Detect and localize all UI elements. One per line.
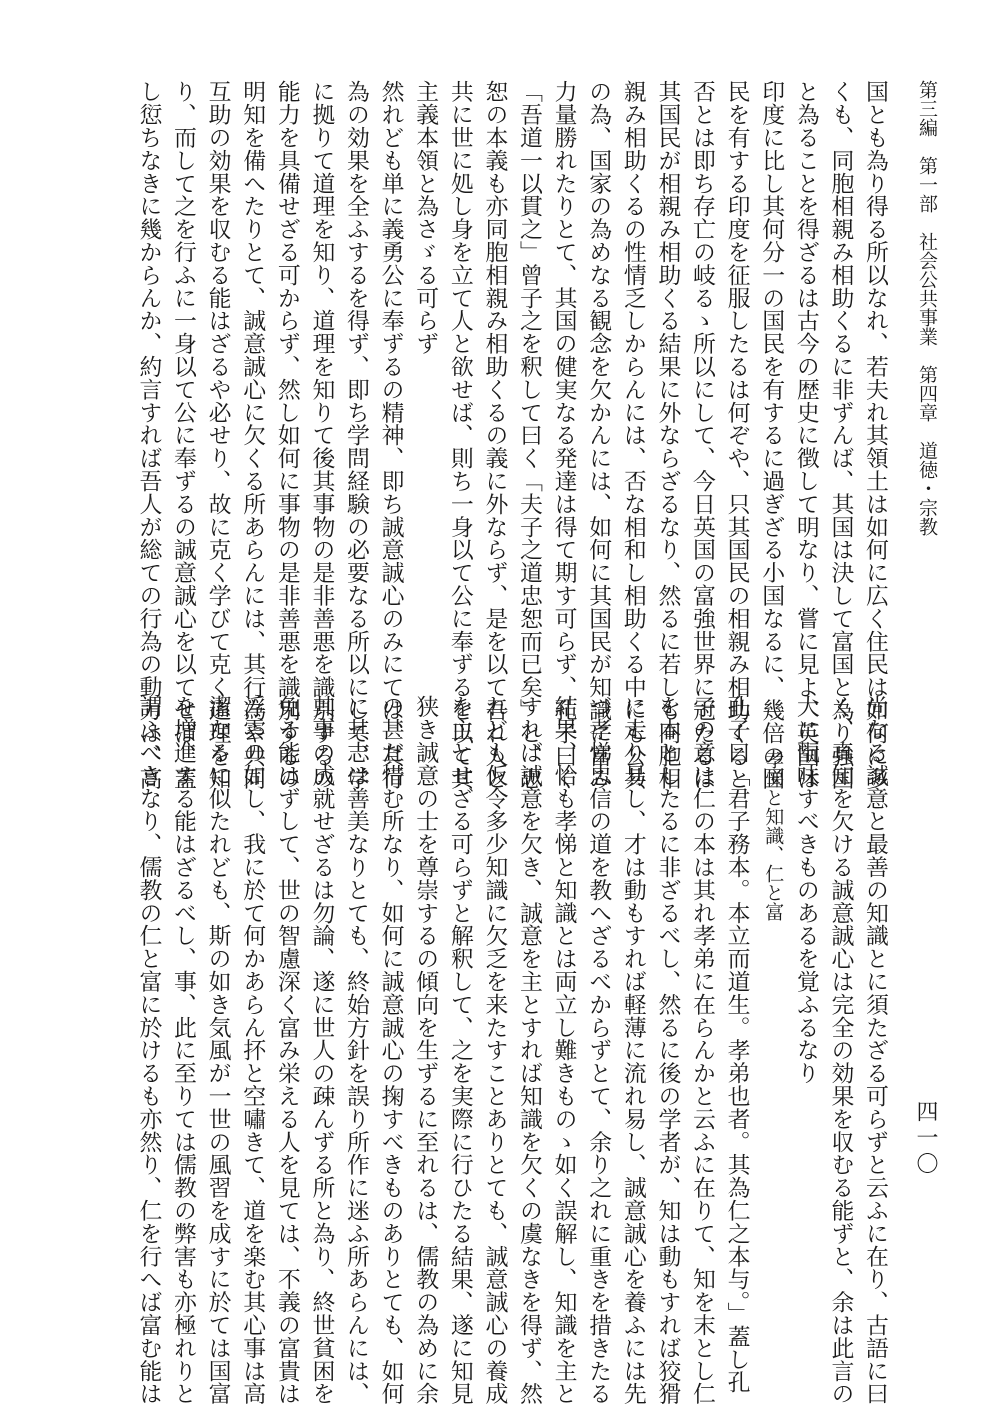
text-column: を増進する能はざるべし、事、此に至りては儒教の弊害も亦極れりと — [170, 695, 196, 1405]
text-column: 浮雲の如し、我に於て何かあらん抔と空嘯きて、道を楽む其心事は高 — [239, 695, 266, 1405]
text-column: に拠りて道理を知り、道理を知りて後其事物の是非善悪を識別するの — [308, 80, 335, 790]
text-column: に走り易し、才は動もすれば軽薄に流れ易し、誠意誠心を養ふには先 — [619, 695, 646, 1405]
text-column: く、真知を欠ける誠意誠心は完全の効果を収むる能ずと、余は此言の — [827, 695, 854, 1405]
section-subheading: 孝悌と知識、仁と富 — [762, 750, 785, 921]
text-column: 然れども単に義勇公に奉ずるの精神、即ち誠意誠心のみにては、其行 — [377, 80, 404, 790]
text-column: 明知を備へたりとて、誠意誠心に欠くる所あらんには、其行為や共同 — [239, 80, 266, 790]
text-column: 孔子曰「君子務本。本立而道生。孝弟也者。其為仁之本与。」蓋し孔 — [723, 695, 750, 1394]
text-column: と為ることを得ざるは古今の歴史に徴して明なり、嘗に見よ、英国は — [792, 80, 819, 790]
text-column: づ孝悌忠信の道を教へざるべからずとて、余り之れに重きを措きたる — [585, 695, 612, 1405]
running-head: 第三編 第一部 社会公共事業 第四章 道徳・宗教 — [916, 80, 938, 536]
text-column: 否とは即ち存亡の岐るゝ所以にして、今日英国の富強世界に冠たるは — [689, 80, 715, 790]
text-column: の為、国家の為めなる観念を欠かんには、如何に其国民が知識に富み — [585, 80, 612, 790]
text-column: を本としたるに非ざるべし、然るに後の学者が、知は動もすれば狡猾 — [654, 695, 681, 1405]
text-column: 其国民が相親み相助くる結果に外ならざるなり、然るに若しも同胞相 — [654, 80, 681, 790]
text-column: 「吾道一以貫之」曾子之を釈して曰く「夫子之道忠恕而已矣」と、忠 — [516, 80, 542, 790]
text-column: 共に世に処し身を立て人と欲せば、則ち一身以て公に奉ずるを以て其 — [446, 80, 473, 790]
text-column: 互助の効果を収むる能はざるや必せり、故に克く学びて克く道理を知 — [204, 80, 231, 790]
text-column: り、而して之を行ふに一身以て公に奉ずるの誠意誠心を以てせば、蓋 — [170, 80, 196, 790]
text-column: 免る能はずして、世の智慮深く富み栄える人を見ては、不義の富貴は — [273, 695, 300, 1405]
text-column: を主とせざる可らずと解釈して、之を実際に行ひたる結果、遂に知見 — [446, 695, 473, 1405]
text-column: くも、同胞相親み相助くるに非ずんば、其国は決して富国と為り強国 — [827, 80, 854, 790]
text-column: 謂ふべきなり、儒教の仁と富に於けるも亦然り、仁を行へば富む能は — [135, 695, 162, 1405]
page-number: 四一〇 — [913, 1100, 938, 1178]
text-column: し愆ちなきに幾からんか、約言すれば吾人が総ての行為の動力は、高 — [135, 80, 162, 790]
text-column: れども仮令多少知識に欠乏を来たすことありとても、誠意誠心の養成 — [481, 695, 508, 1405]
text-column: 結果、恰も孝悌と知識とは両立し難きものゝ如く誤解し、知識を主と — [550, 695, 577, 1405]
text-column: 親み相助くるの性情乏しからんには、否な相和し相助くる中にも公共 — [619, 80, 646, 790]
text-column: 其事の成就せざるは勿論、遂に世人の疎んずる所と為り、終世貧困を — [308, 695, 335, 1405]
text-column: 民を有する印度を征服したるは何ぞや、只其国民の相親み相助くると — [723, 80, 750, 790]
text-column: 主義本領と為さゞる可らず — [412, 80, 439, 355]
text-column: 尚なる誠意と最善の知識とに須たざる可らずと云ふに在り、古語に曰 — [862, 695, 888, 1405]
text-column: 能力を具備せざる可からず、然し如何に事物の是非善悪を識別するの — [273, 80, 300, 790]
text-column: に其志は善美なりとても、終始方針を誤り所作に迷ふ所あらんには、 — [343, 695, 369, 1405]
text-column: すれば誠意を欠き、誠意を主とすれば知識を欠くの虞なきを得ず、然 — [516, 695, 542, 1405]
text-column: の甚だ惜む所なり、如何に誠意誠心の掬すべきものありとても、如何 — [377, 695, 404, 1405]
text-column: 子の意は仁の本は其れ孝弟に在らんかと云ふに在りて、知を末とし仁 — [689, 695, 715, 1405]
text-column: 狭き誠意の士を尊崇するの傾向を生ずるに至れるは、儒教の為めに余 — [412, 695, 439, 1405]
text-column: 恕の本義も亦同胞相親み相助くるの義に外ならず、是を以て吾れ人と — [481, 80, 508, 790]
text-column: 大に翫味すべきものあるを覚ふるなり — [792, 695, 819, 1085]
text-column: 為の効果を全ふするを得ず、即ち学問経験の必要なる所以にして、学 — [343, 80, 369, 790]
text-column: 印度に比し其何分一の国民を有するに過ぎざる小国なるに、幾倍の国 — [758, 80, 785, 790]
text-column: 潔なるに似たれども、斯の如き気風が一世の風習を成すに於ては国富 — [204, 695, 231, 1405]
text-column: 国とも為り得る所以なれ、若夫れ其領土は如何に広く住民は如何に多 — [862, 80, 888, 790]
text-column: 力量勝れたりとて、其国の健実なる発達は得て期す可らず、孔子曰く — [550, 80, 577, 790]
